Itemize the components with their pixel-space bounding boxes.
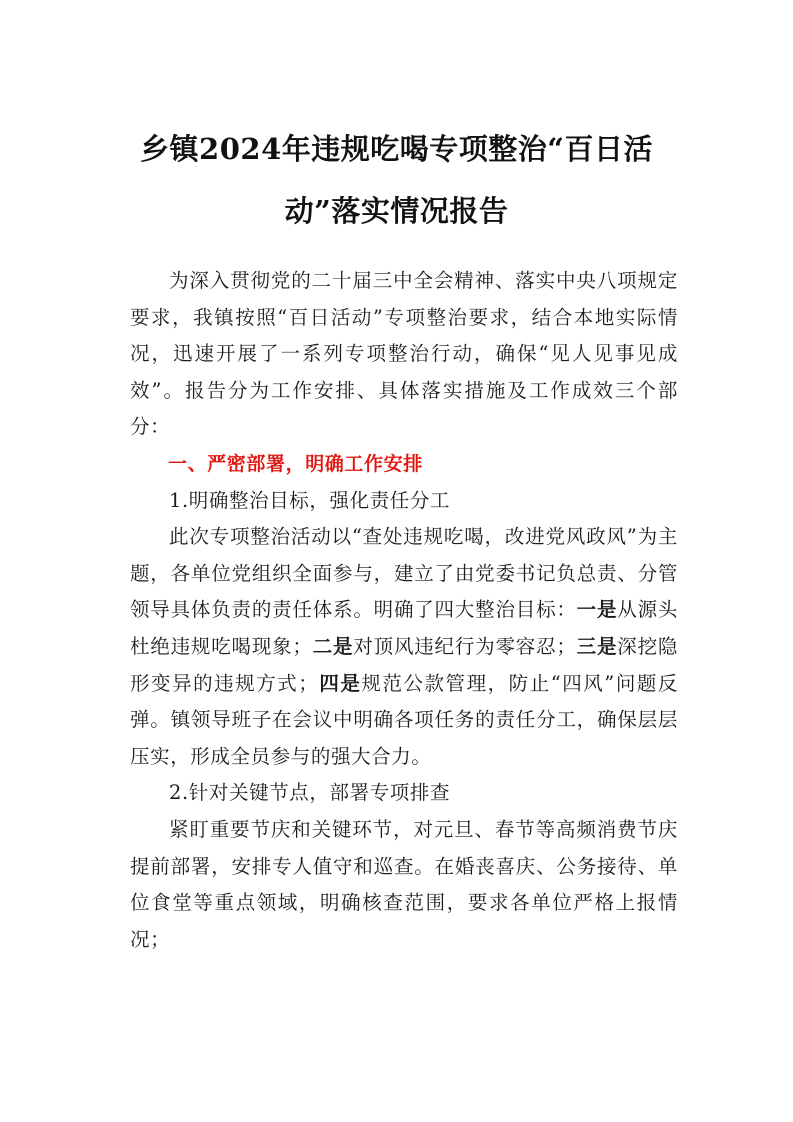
keyword-three: 三是 <box>576 634 618 658</box>
document-body <box>130 263 678 958</box>
subsection-2-heading: 2.针对关键节点，部署专项排查 <box>169 781 451 805</box>
intro-paragraph: 为深入贯彻党的二十届三中全会精神、落实中央八项规定要求，我镇按照“百日活动”专项整治要求，结合本地实际情况，迅速开展了一系列专项整治行动，确保“见人见事见成效”。报告分为工作安排、具体落实措施及工作成效三个部分： <box>130 269 678 439</box>
subsection-1-paragraph <box>130 519 678 775</box>
keyword-four: 四是 <box>318 671 362 695</box>
document-title-line-2: 动”落实情况报告 <box>284 194 509 228</box>
subsection-1-text-b: 从源头杜绝违规吃喝现象； <box>130 598 678 658</box>
subsection-1-heading: 1.明确整治目标，强化责任分工 <box>169 488 451 512</box>
subsection-1-text-a: 此次专项整治活动以“查处违规吃喝，改进党风政风”为主题，各单位党组织全面参与，建立了由党委书记负总责、分管领导具体负责的责任体系。明确了四大整治目标： <box>130 525 678 622</box>
document-title-line-1: 乡镇2024年违规吃喝专项整治“百日活 <box>140 132 653 166</box>
keyword-two: 二是 <box>312 634 354 658</box>
subsection-1-text-d: 深挖隐形变异的违规方式； <box>130 634 679 695</box>
keyword-one: 一是 <box>576 598 618 622</box>
subsection-2-paragraph: 紧盯重要节庆和关键环节，对元旦、春节等高频消费节庆提前部署，安排专人值守和巡查。在婚丧喜庆、公务接待、单位食堂等重点领域，明确核查范围，要求各单位严格上报情况； <box>130 817 678 951</box>
subsection-1-text-c: 对顶风违纪行为零容忍； <box>353 634 577 658</box>
section-1-heading: 一、严密部署，明确工作安排 <box>168 452 423 475</box>
subsection-1-text-e: 规范公款管理，防止“四风”问题反弹。镇领导班子在会议中明确各项任务的责任分工，确保层层压实，形成全员参与的强大合力。 <box>130 671 678 768</box>
